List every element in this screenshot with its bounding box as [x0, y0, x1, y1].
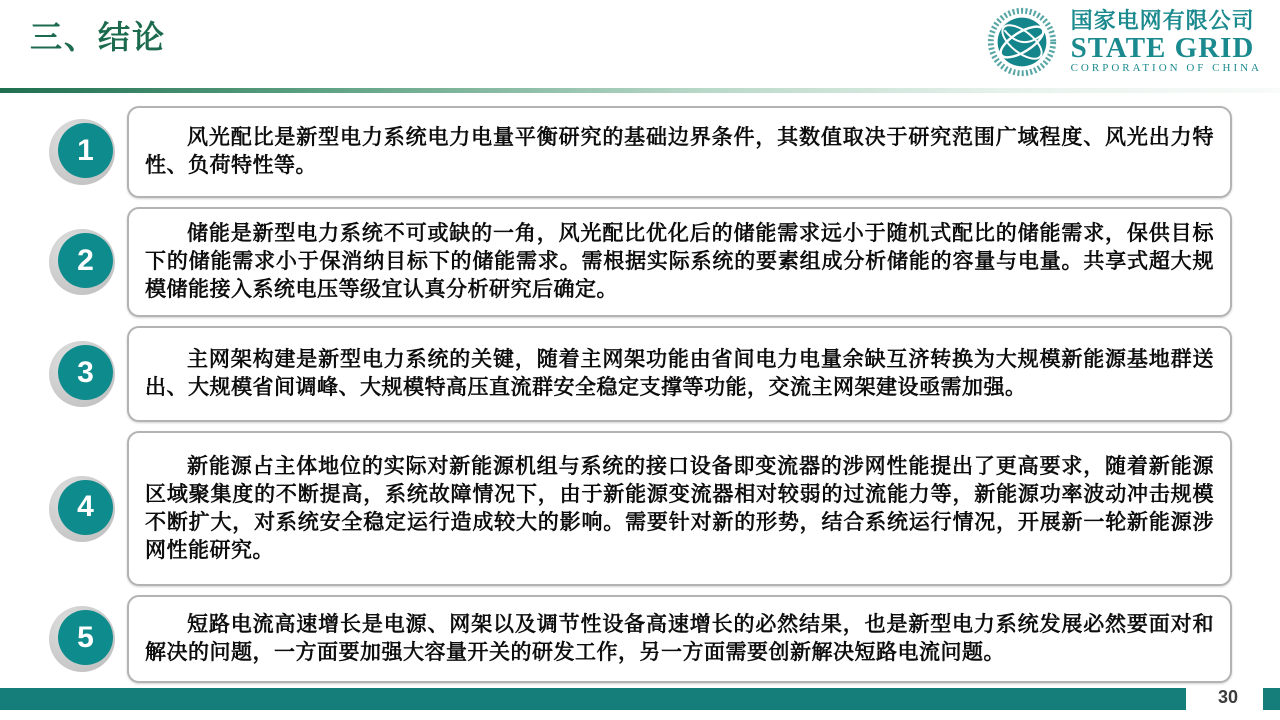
badge-number: 2 [58, 233, 113, 288]
item-5-number-badge [49, 606, 115, 672]
state-grid-logo-text [1071, 9, 1262, 74]
logo-company-name-cn: 国家电网有限公司 [1070, 8, 1255, 34]
conclusion-item-2 [0, 207, 1280, 317]
conclusion-text-4: 新能源占主体地位的实际对新能源机组与系统的接口设备即变流器的涉网性能提出了更高要求，随着新能源区域聚集度的不断提高，系统故障情况下，由于新能源变流器相对较弱的过流能力等，新能源功率波动冲击规模不断扩大，对系统安全稳定运行造成较大的影响。需要针对新的形势，结合系统运行情况，开展新一轮新能源涉网性能研究。 [145, 454, 1214, 562]
badge-number: 1 [58, 123, 113, 178]
conclusion-text-1: 风光配比是新型电力系统电力电量平衡研究的基础边界条件，其数值取决于研究范围广域程度、风光出力特性、负荷特性等。 [145, 126, 1214, 177]
state-grid-logo [983, 3, 1262, 81]
item-1-number-badge [49, 119, 115, 185]
conclusion-item-5 [0, 595, 1280, 683]
conclusion-text-2: 储能是新型电力系统不可或缺的一角，风光配比优化后的储能需求远小于随机式配比的储能需求，保供目标下的储能需求小于保消纳目标下的储能需求。需根据实际系统的要素组成分析储能的容量与电量。共享式超大规模储能接入系统电压等级宜认真分析研究后确定。 [145, 222, 1214, 301]
conclusions-list [0, 106, 1280, 692]
item-3-number-badge [49, 341, 115, 407]
item-2-number-badge [49, 229, 115, 295]
conclusion-item-4 [0, 431, 1280, 586]
conclusion-item-1 [0, 106, 1280, 198]
conclusion-box-2 [127, 207, 1232, 317]
badge-number: 3 [58, 345, 113, 400]
conclusion-box-1 [127, 106, 1232, 198]
conclusion-box-4 [127, 431, 1232, 586]
badge-number: 4 [58, 480, 113, 535]
footer-bar [0, 688, 1186, 710]
item-4-number-badge [49, 476, 115, 542]
conclusion-box-3 [127, 326, 1232, 422]
footer-bar-end [1263, 688, 1280, 710]
badge-number: 5 [58, 610, 113, 665]
conclusion-text-5: 短路电流高速增长是电源、网架以及调节性设备高速增长的必然结果，也是新型电力系统发展必然要面对和解决的问题，一方面要加强大容量开关的研发工作，另一方面需要创新解决短路电流问题。 [145, 613, 1214, 664]
page-title: 三、结论 [30, 19, 167, 55]
state-grid-globe-icon [983, 3, 1061, 81]
conclusion-item-3 [0, 326, 1280, 422]
conclusion-box-5 [127, 595, 1232, 683]
conclusion-text-3: 主网架构建是新型电力系统的关键，随着主网架功能由省间电力电量余缺互济转换为大规模新能源基地群送出、大规模省间调峰、大规模特高压直流群安全稳定支撑等功能，交流主网架建设亟需加强。 [145, 348, 1214, 399]
page-number: 30 [1217, 687, 1239, 707]
logo-company-name-en: STATE GRID [1070, 31, 1255, 64]
title-divider-bar [0, 88, 1280, 93]
logo-company-subtitle: CORPORATION OF CHINA [1070, 61, 1262, 74]
